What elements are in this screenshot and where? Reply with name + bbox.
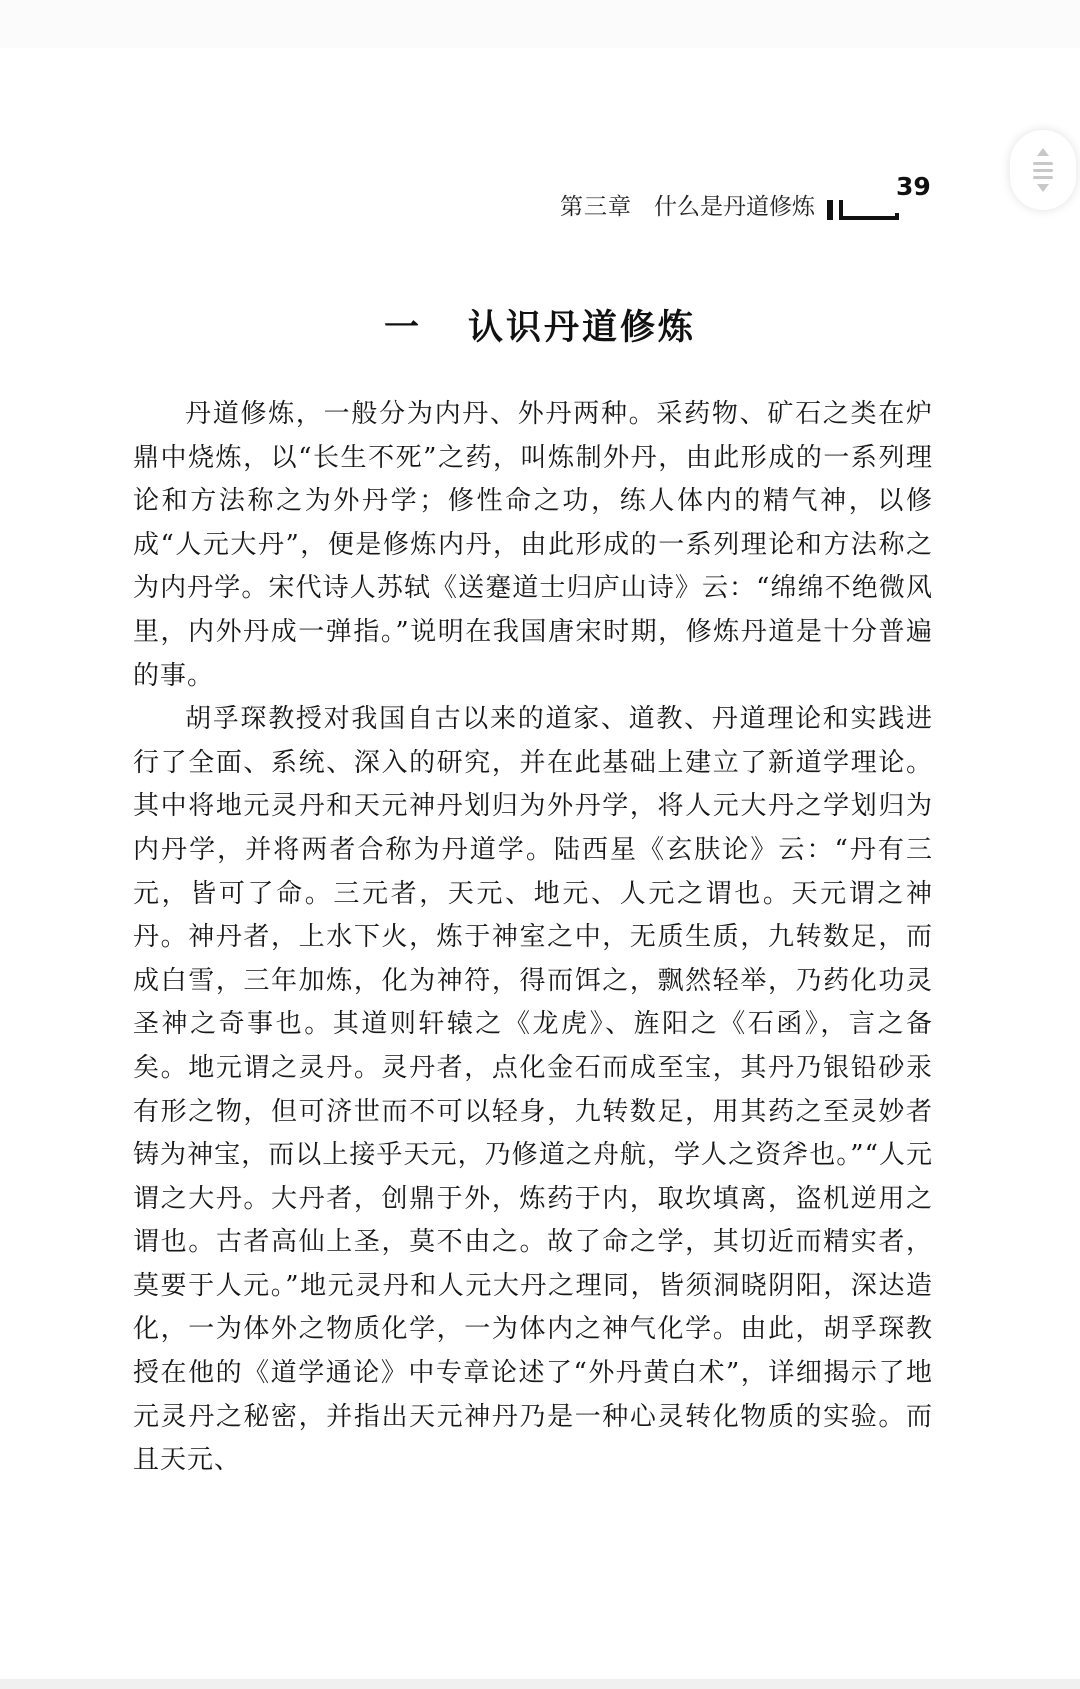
chapter-title: 什么是丹道修炼 <box>654 194 815 220</box>
paragraph: 胡孚琛教授对我国自古以来的道家、道教、丹道理论和实践进行了全面、系统、深入的研究，并在此基础上建立了新道学理论。其中将地元灵丹和天元神丹划归为外丹学，将人元大丹之学划归为内丹学，并将两者合称为丹道学。陆西星《玄肤论》云：“丹有三元，皆可了命。三元者，天元、地元、人元之谓也。天元谓之神丹。神丹者，上水下火，炼于神室之中，无质生质，九转数足，而成白雪，三年加炼，化为神符，得而饵之，飘然轻举，乃药化功灵圣神之奇事也。其道则轩辕之《龙虎》、旌阳之《石函》，言之备矣。地元谓之灵丹。灵丹者，点化金石而成至宝，其丹乃银铅砂汞有形之物，但可济世而不可以轻身，九转数足，用其药之至灵妙者铸为神宝，而以上接乎天元，乃修道之舟航，学人之资斧也。”“人元谓之大丹。大丹者，创鼎于外，炼药于内，取坎填离，盗机逆用之谓也。古者高仙上圣，莫不由之。故了命之学，其切近而精实者，莫要于人元。”地元灵丹和人元大丹之理同，皆须洞晓阴阳，深达造化，一为体外之物质化学，一为体内之神气化学。由此，胡孚琛教授在他的《道学通论》中专章论述了“外丹黄白术”，详细揭示了地元灵丹之秘密，并指出天元神丹乃是一种心灵转化物质的实验。而且天元、 <box>133 704 933 1476</box>
section-title <box>0 300 1080 350</box>
body-text <box>133 393 933 1483</box>
chapter-label: 第三章 <box>560 194 632 220</box>
page-number: 39 <box>896 172 931 201</box>
running-header <box>560 178 905 222</box>
scroll-handle-icon <box>1028 145 1058 195</box>
chapter-bracket-icon <box>827 196 905 222</box>
top-band <box>0 0 1080 48</box>
paragraph: 丹道修炼，一般分为内丹、外丹两种。采药物、矿石之类在炉鼎中烧炼，以“长生不死”之药，叫炼制外丹，由此形成的一系列理论和方法称之为外丹学；修性命之功，练人体内的精气神，以修成“人元大丹”，便是修炼内丹，由此形成的一系列理论和方法称之为内丹学。宋代诗人苏轼《送蹇道士归庐山诗》云：“绵绵不绝微风里，内外丹成一弹指。”说明在我国唐宋时期，修炼丹道是十分普遍的事。 <box>133 399 933 691</box>
scroll-handle[interactable] <box>1010 130 1076 210</box>
bottom-band <box>0 1679 1080 1689</box>
section-number: 一 <box>383 308 422 348</box>
section-title-text: 认识丹道修炼 <box>468 308 697 348</box>
